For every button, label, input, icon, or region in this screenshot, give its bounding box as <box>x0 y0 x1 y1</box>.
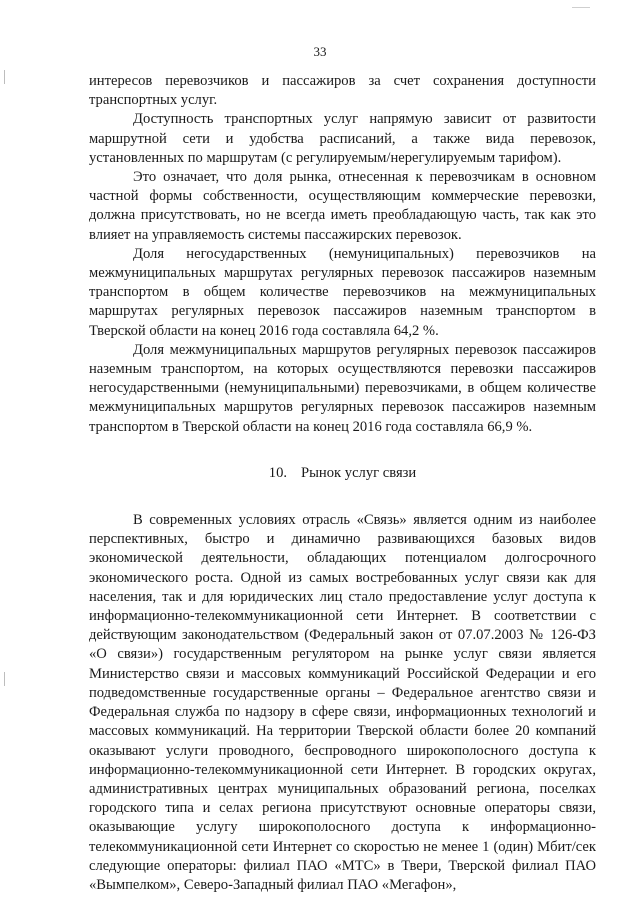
section-title: Рынок услуг связи <box>301 464 417 481</box>
document-body <box>89 72 596 895</box>
page-number: 33 <box>313 44 327 59</box>
paragraph-continuation: интересов перевозчиков и пассажиров за счет сохранения доступности транспортных услуг. <box>89 73 596 109</box>
section-heading <box>89 464 596 483</box>
paragraph-market-share: Это означает, что доля рынка, отнесенная к перевозчикам в основном частной формы собственности, осуществляющим коммерческие перевозки, должна присутствовать, но не всегда иметь преобладающую часть, так как это влияет на управляемость системы пассажирских перевозок. <box>89 169 596 243</box>
scan-margin-mark-bottom <box>4 672 5 686</box>
paragraph-nongovernment-carriers: Доля негосударственных (немуниципальных) перевозчиков на межмуниципальных маршрутах регулярных перевозок пассажиров наземным транспортом в общем количестве перевозчиков на межмуниципальных маршрутах регулярных перевозок пассажиров наземным транспортом в Тверской области на конец 2016 года составляла 64,2 %. <box>89 245 596 339</box>
section-number: 10. <box>268 464 288 481</box>
paragraph-intermunicipal-routes: Доля межмуниципальных маршрутов регулярных перевозок пассажиров наземным транспортом, на которых осуществляются перевозки пассажиров негосударственными (немуниципальными) перевозчиками, в общем количестве межмуниципальных маршрутов регулярных перевозок пассажиров наземным транспортом в Тверской области на конец 2016 года составляла 66,9 %. <box>89 341 596 435</box>
scan-corner-mark <box>572 7 590 8</box>
paragraph-communications-market: В современных условиях отрасль «Связь» является одним из наиболее перспективных, быстро и динамично развивающихся базовых видов экономической деятельности, обладающих потенциалом долгосрочного экономического роста. Одной из самых востребованных услуг связи как для населения, так и для юридических лиц стало предоставление услуг доступа к информационно-телекоммуникационной сети Интернет. В соответствии с действующим законодательством (Федеральный закон от 07.07.2003 № 126-ФЗ «О связи») государственным регулятором на рынке услуг связи является Министерство связи и массовых коммуникаций Российской Федерации и его подведомственные государственные органы – Федеральное агентство связи и Федеральная служба по надзору в сфере связи, информационных технологий и массовых коммуникаций. На территории Тверской области более 20 компаний оказывают услуги проводного, беспроводного широкополосного доступа к информационно-телекоммуникационной сети Интернет. В городских округах, административных центрах муниципальных образований региона, поселках городского типа и селах региона присутствуют основные операторы связи, оказывающие услугу широкополосного доступа к информационно-телекоммуникационной сети Интернет со скоростью не менее 1 (один) Мбит/сек следующие операторы: филиал ПАО «МТС» в Твери, Тверской филиал ПАО «Вымпелком», Северо-Западный филиал ПАО «Мегафон», <box>89 512 596 893</box>
paragraph-transport-availability: Доступность транспортных услуг напрямую зависит от развитости маршрутной сети и удобства расписаний, а также вида перевозок, установленных по маршрутам (с регулируемым/нерегулируемым тарифом). <box>89 111 596 166</box>
scan-margin-mark-top <box>4 70 5 84</box>
